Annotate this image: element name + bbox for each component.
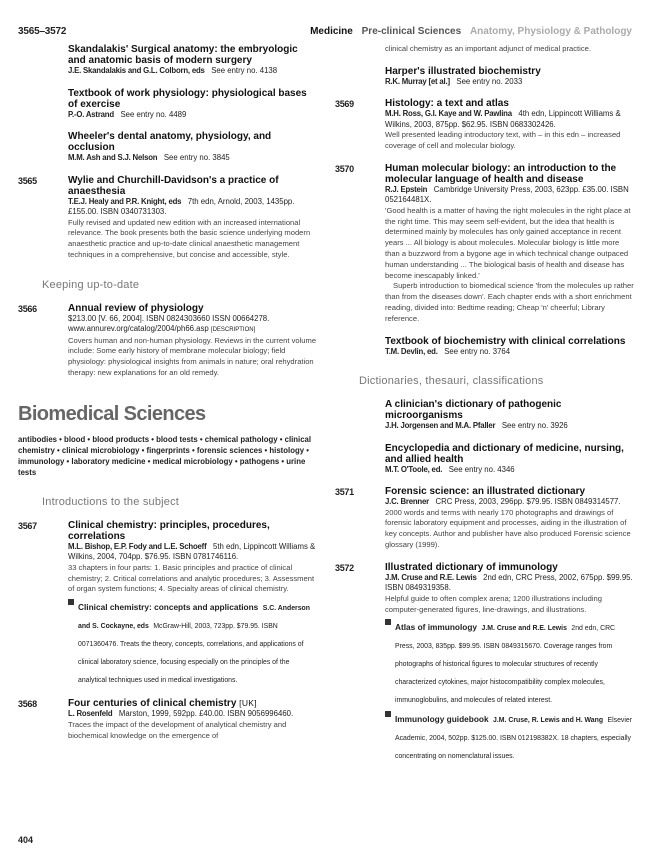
entry-title: A clinician's dictionary of pathogenic microorganisms [385, 399, 562, 422]
entry-authors: J.C. Brenner CRC Press, 2003, 296pp. $79.95. ISBN 0849314577. [385, 497, 621, 507]
entry-authors: T.M. Devlin, ed. See entry no. 3764 [385, 346, 511, 356]
entry-authors: R.K. Murray [et al.] See entry no. 2033 [385, 76, 523, 86]
chapter-title: Biomedical Sciences [18, 402, 206, 425]
entry-number: 3567 [18, 520, 37, 531]
entry-number: 3572 [335, 562, 354, 573]
entry-jorgensen [335, 399, 635, 432]
entry-3571 [335, 486, 635, 551]
entry-otoole [335, 443, 635, 476]
entry-description: Superb introduction to biomedical science 'from the molecules up rather than from the diseases down'. Each chapter ends with a short enrichment reading, divided into: Bedtime reading; Cheap 'n' cheerful; Library reference. [385, 281, 634, 323]
entry-description: 33 chapters in four parts: 1. Basic principles and practice of clinical chemistry; 2. Critical correlations and analytic procedures; 3. Assessment of organ system functions; 4. Specialty areas of clinical chemistry. [68, 562, 315, 594]
entry-authors: J.M. Cruse and R.E. Lewis 2nd edn, CRC Press, 2002, 675pp. $99.95. ISBN 0849319358. [385, 572, 633, 593]
sub-entry-description: McGraw-Hill, 2003, 723pp. $79.95. ISBN 0071360476. Treats the theory, concepts, correlations, and applications of clinical laboratory science, focusing especially on the principles of the analytical techniques used in medical investigations. [78, 623, 304, 685]
entry-3565 [18, 175, 318, 261]
entry-harper [335, 66, 635, 88]
section-heading-keeping-up: Keeping up-to-date [42, 278, 140, 291]
crumb-anatomy: Anatomy, Physiology & Pathology [469, 26, 632, 37]
section-heading-introductions: Introductions to the subject [42, 495, 180, 508]
entry-authors: R.J. Epstein Cambridge University Press, 2003, 623pp. £35.00. ISBN 052164481X. [385, 184, 629, 205]
entry-authors: J.E. Skandalakis and G.L. Colborn, eds See entry no. 4138 [68, 66, 278, 75]
entry-authors: L. Rosenfeld Marston, 1999, 592pp. £40.00. ISBN 9056996460. [68, 709, 294, 719]
entry-title: Textbook of biochemistry with clinical correlations [385, 335, 626, 347]
entry-authors: J.H. Jorgensen and M.A. Pfaller See entry no. 3926 [385, 421, 568, 431]
sub-entry-title: Clinical chemistry: concepts and applications [78, 602, 259, 613]
entry-3568 [18, 698, 318, 741]
square-bullet-icon [385, 619, 391, 625]
entry-title: Textbook of work physiology: physiological bases of exercise [68, 87, 307, 110]
entry-authors: M.T. O'Toole, ed. See entry no. 4346 [385, 464, 515, 474]
sub-entry-title: Atlas of immunology [395, 622, 478, 633]
square-bullet-icon [68, 599, 74, 605]
entry-title: Human molecular biology: an introduction to the molecular language of health and disease [385, 162, 617, 185]
entry-publication: $213.00 [V. 66, 2004]. ISBN 0824303660 ISSN 00664278. www.annurev.org/catalog/2004/ph66.asp [DESCRIPTION] [68, 313, 270, 334]
entry-devlin [335, 336, 635, 358]
entry-title: Illustrated dictionary of immunology [385, 561, 558, 573]
entry-title: Encyclopedia and dictionary of medicine, nursing, and allied health [385, 442, 624, 465]
crumb-medicine: Medicine [310, 26, 353, 37]
entry-description: clinical chemistry as an important adjunct of medical practice. [385, 44, 591, 53]
entry-description: 2000 words and terms with nearly 170 photographs and drawings of forensic laboratory equipment and processes, aiding in the illustration of key concepts. Author and publisher have also produced Forensic science glossary (1999). [385, 507, 631, 550]
entry-title: Skandalakis' Surgical anatomy: the embryologic and anatomic basis of modern surgery [68, 44, 298, 66]
sub-entry [68, 597, 318, 687]
entry-title: Histology: a text and atlas [385, 98, 509, 110]
entry-3572 [335, 562, 635, 764]
sub-entry [385, 709, 635, 763]
chapter-keywords: antibodies • blood • blood products • blood tests • chemical pathology • clinical chemistry • clinical microbiology • fingerprints • forensic sciences • histology • immunology • laboratory medicine • medical microbiology • pathogens • urine tests [18, 434, 312, 477]
square-bullet-icon [385, 711, 391, 717]
entry-authors: T.E.J. Healy and P.R. Knight, eds 7th edn, Arnold, 2003, 1435pp. £155.00. ISBN 0340731303. [68, 196, 295, 216]
sub-entry-description: Elsevier Academic, 2004, 502pp. $125.00. ISBN 012198382X. 18 chapters, especially concentrating on nomenclatural issues. [395, 717, 633, 761]
sub-entry-description: 2nd edn, CRC Press, 2003, 835pp. $99.95. ISBN 0849315670. Coverage ranges from photographs of historical figures to molecular structures of recently characterized cytokines, major histocompatibility complex molecules, immunoglobulins, and molecules of related interest. [395, 625, 616, 705]
sub-entry [385, 617, 635, 707]
entry-title: Forensic science: an illustrated dictionary [385, 486, 586, 498]
entry-number: 3565 [18, 175, 37, 186]
right-column [335, 44, 635, 774]
entry-number: 3566 [18, 303, 37, 314]
entry-description: Helpful guide to often complex arena; 1200 illustrations including computer-generated figures, line-drawings, and illustrations. [385, 593, 602, 614]
entry-title: Clinical chemistry: principles, procedures, correlations [68, 519, 270, 542]
entry-authors: M.H. Ross, G.I. Kaye and W. Pawlina 4th edn, Lippincott Williams & Wilkins, 2003, 875pp. $62.95. ISBN 0683302426. [385, 109, 621, 129]
entry-astrand [18, 88, 318, 121]
page-number: 404 [18, 835, 34, 845]
entry-authors: M.L. Bishop, E.P. Fody and L.E. Schoeff 5th edn, Lippincott Williams & Wilkins, 2004, 704pp. $76.95. ISBN 0781746116. [68, 541, 316, 562]
entry-3569 [335, 98, 635, 152]
entry-3570 [335, 163, 635, 325]
entry-description: Well presented leading introductory text, with – in this edn – increased coverage of cell and molecular biology. [385, 130, 621, 151]
sub-entry-authors: S.C. Anderson and S. Cockayne, eds [78, 605, 310, 631]
section-heading-dictionaries: Dictionaries, thesauri, classifications [359, 375, 544, 388]
left-column [18, 44, 318, 752]
sub-entry-title: Immunology guidebook [395, 714, 489, 725]
entry-number: 3569 [335, 99, 354, 110]
entry-description: Fully revised and updated new edition with an increased international relevance. The book presents both the basic science underlying modern anaesthetic practice and up-to-date clinical anaesthetic management techniques in a comprehensive, but concise and accessible, style. [68, 217, 311, 259]
entry-title: Annual review of physiology [68, 302, 204, 314]
crumb-preclinical: Pre-clinical Sciences [361, 26, 462, 37]
description-tag: [DESCRIPTION] [210, 327, 256, 334]
entry-title: Four centuries of clinical chemistry [UK] [68, 698, 257, 710]
entry-3567 [18, 520, 318, 687]
entry-number: 3568 [18, 699, 37, 710]
entry-authors: M.M. Ash and S.J. Nelson See entry no. 3845 [68, 153, 230, 162]
entry-description: Covers human and non-human physiology. Reviews in the current volume include: Some early history of membrane molecular biology; field physiology: physiological insights from animals in nature; oral rehydration therapy: new explanations for an old remedy. [68, 335, 317, 378]
entry-number: 3570 [335, 163, 354, 174]
entry-title: Harper's illustrated biochemistry [385, 65, 541, 77]
entry-title: Wheeler's dental anatomy, physiology, and occlusion [68, 131, 272, 153]
sub-entry-authors: J.M. Cruse and R.E. Lewis [481, 625, 567, 633]
entry-number: 3571 [335, 487, 354, 498]
entry-title: Wylie and Churchill-Davidson's a practice of anaesthesia [68, 174, 279, 197]
continued-text [335, 44, 635, 55]
running-header [310, 26, 632, 37]
sub-entry-authors: J.M. Cruse, R. Lewis and H. Wang [493, 717, 604, 725]
entry-authors: P.-O. Astrand See entry no. 4489 [68, 109, 187, 119]
entry-wheeler [18, 131, 318, 164]
region-tag: [UK] [239, 698, 257, 709]
page-range: 3565–3572 [18, 26, 67, 37]
entry-description: Traces the impact of the development of analytical chemistry and biochemical knowledge on the emergence of [68, 719, 287, 740]
entry-quote: 'Good health is a matter of having the right molecules in the right place at the right time. This may seem self-evident, but the idea that health is determined mainly by molecules has only gained acceptance in recent years ... All biology is about molecules. Molecular biology is little more than a buzzword from a bygone age in which technical change outpaced human understanding ... The biological basis of health and disease has become inescapably linked.' [385, 205, 631, 280]
entry-3566 [18, 303, 318, 379]
entry-skandalakis [18, 44, 318, 77]
